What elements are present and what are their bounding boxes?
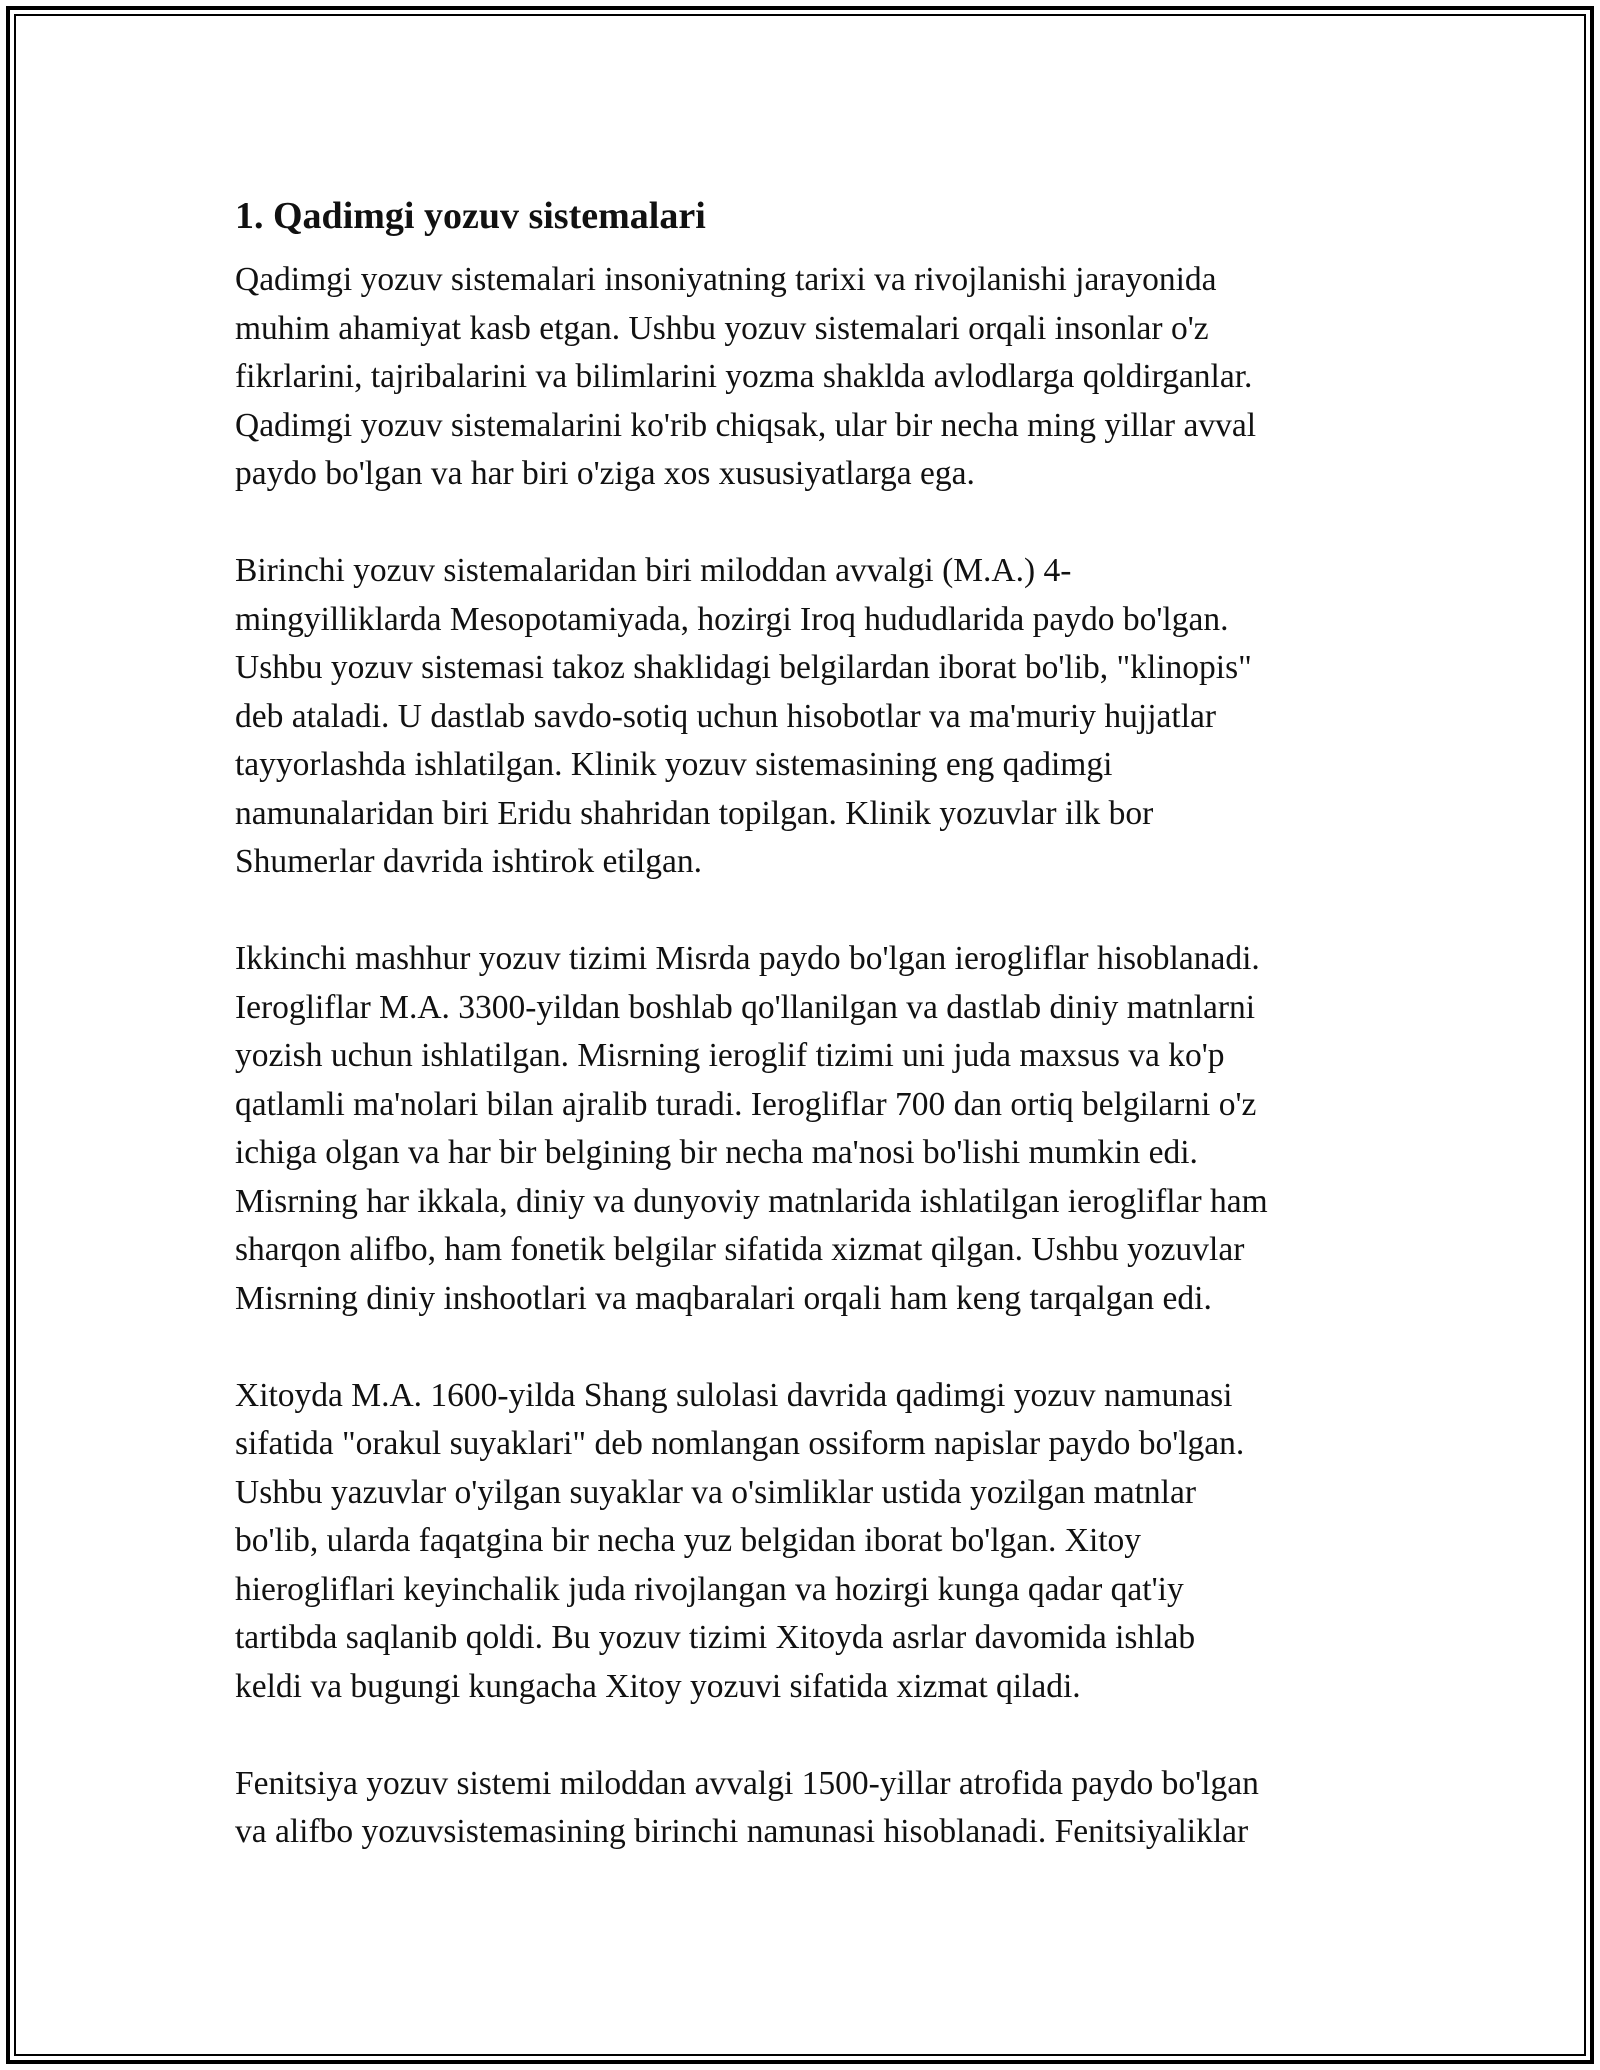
paragraph-line: Qadimgi yozuv sistemalarini ko'rib chiqsak, ular bir necha ming yillar avval xyxy=(235,406,1256,444)
paragraph xyxy=(235,1372,1375,1712)
paragraph-line: Ikkinchi mashhur yozuv tizimi Misrda paydo bo'lgan ierogliflar hisoblanadi. xyxy=(235,940,1260,977)
paragraph-line: sharqon alifbo, ham fonetik belgilar sifatida xizmat qilgan. Ushbu yozuvlar xyxy=(235,1231,1245,1268)
paragraph-line: fikrlarini, tajribalarini va bilimlarini yozma shaklda avlodlarga qoldirganlar. xyxy=(235,358,1253,395)
paragraph-line: Misrning har ikkala, diniy va dunyoviy matnlarida ishlatilgan ierogliflar ham xyxy=(235,1182,1268,1220)
paragraph-line: Ushbu yozuv sistemasi takoz shaklidagi belgilardan iborat bo'lib, "klinopis" xyxy=(235,649,1252,686)
paragraph-line: Ierogliflar M.A. 3300-yildan boshlab qo'llanilgan va dastlab diniy matnlarni xyxy=(235,988,1256,1026)
paragraph-line: Birinchi yozuv sistemalaridan biri miloddan avvalgi (M.A.) 4- xyxy=(235,552,1072,589)
paragraph-line: paydo bo'lgan va har biri o'ziga xos xususiyatlarga ega. xyxy=(235,455,975,492)
paragraph-line: Fenitsiya yozuv sistemi miloddan avvalgi 1500-yillar atrofida paydo bo'lgan xyxy=(235,1764,1259,1802)
paragraph-line: ichiga olgan va har bir belgining bir necha ma'nosi bo'lishi mumkin edi. xyxy=(235,1134,1198,1171)
paragraph-line: Ushbu yazuvlar o'yilgan suyaklar va o'simliklar ustida yozilgan matnlar xyxy=(235,1473,1196,1511)
paragraph-line: hierogliflari keyinchalik juda rivojlangan va hozirgi kunga qadar qat'iy xyxy=(235,1570,1184,1608)
paragraph-line: bo'lib, ularda faqatgina bir necha yuz belgidan iborat bo'lgan. Xitoy xyxy=(235,1522,1142,1559)
paragraph-list xyxy=(235,256,1375,1857)
paragraph-line: tayyorlashda ishlatilgan. Klinik yozuv sistemasining eng qadimgi xyxy=(235,746,1113,783)
paragraph-line: qatlamli ma'nolari bilan ajralib turadi. Ierogliflar 700 dan ortiq belgilarni o'z xyxy=(235,1085,1257,1123)
paragraph xyxy=(235,256,1375,499)
document-body xyxy=(235,188,1375,1905)
paragraph-line: Xitoyda M.A. 1600-yilda Shang sulolasi davrida qadimgi yozuv namunasi xyxy=(235,1376,1233,1414)
paragraph-line: Shumerlar davrida ishtirok etilgan. xyxy=(235,843,703,880)
paragraph-line: deb ataladi. U dastlab savdo-sotiq uchun hisobotlar va ma'muriy hujjatlar xyxy=(235,697,1217,735)
paragraph-line: muhim ahamiyat kasb etgan. Ushbu yozuv sistemalari orqali insonlar o'z xyxy=(235,309,1209,347)
paragraph-line: namunalaridan biri Eridu shahridan topilgan. Klinik yozuvlar ilk bor xyxy=(235,794,1154,832)
paragraph-line: Misrning diniy inshootlari va maqbaralari orqali ham keng tarqalgan edi. xyxy=(235,1279,1212,1317)
paragraph-line: tartibda saqlanib qoldi. Bu yozuv tizimi Xitoyda asrlar davomida ishlab xyxy=(235,1619,1196,1656)
paragraph xyxy=(235,935,1375,1323)
paragraph-line: mingyilliklarda Mesopotamiyada, hozirgi Iroq hududlarida paydo bo'lgan. xyxy=(235,600,1229,638)
paragraph-line: va alifbo yozuvsistemasining birinchi namunasi hisoblanadi. Fenitsiyaliklar xyxy=(235,1813,1249,1850)
paragraph xyxy=(235,547,1375,887)
paragraph-line: sifatida "orakul suyaklari" deb nomlangan ossiform napislar paydo bo'lgan. xyxy=(235,1425,1245,1462)
paragraph-line: Qadimgi yozuv sistemalari insoniyatning tarixi va rivojlanishi jarayonida xyxy=(235,261,1217,298)
paragraph xyxy=(235,1760,1375,1857)
paragraph-line: keldi va bugungi kungacha Xitoy yozuvi sifatida xizmat qiladi. xyxy=(235,1667,1081,1705)
paragraph-line: yozish uchun ishlatilgan. Misrning ieroglif tizimi uni juda maxsus va ko'p xyxy=(235,1037,1225,1074)
section-heading: 1. Qadimgi yozuv sistemalari xyxy=(235,195,706,237)
